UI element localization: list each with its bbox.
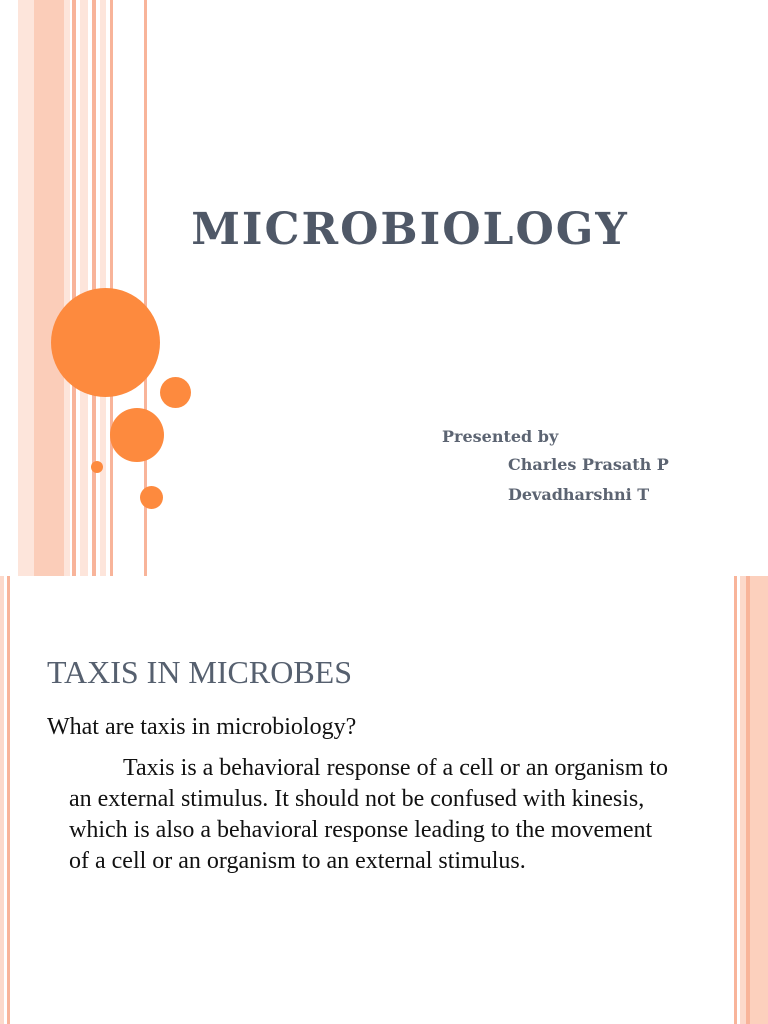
presenter-name: Devadharshni T [508,485,650,504]
presenter-name: Charles Prasath P [508,455,669,474]
presentation-title: MICROBIOLOGY [191,204,629,255]
slide-heading: TAXIS IN MICROBES [47,654,353,690]
body-paragraph: Taxis is a behavioral response of a cell or an organism to an external stimulus. It should not be confused with kinesis, which is also a behavioral response leading to the movement of a cell or an organism to an external stimulus. [69,755,669,874]
presented-by-label: Presented by [442,427,559,446]
question-text: What are taxis in microbiology? [47,714,357,740]
